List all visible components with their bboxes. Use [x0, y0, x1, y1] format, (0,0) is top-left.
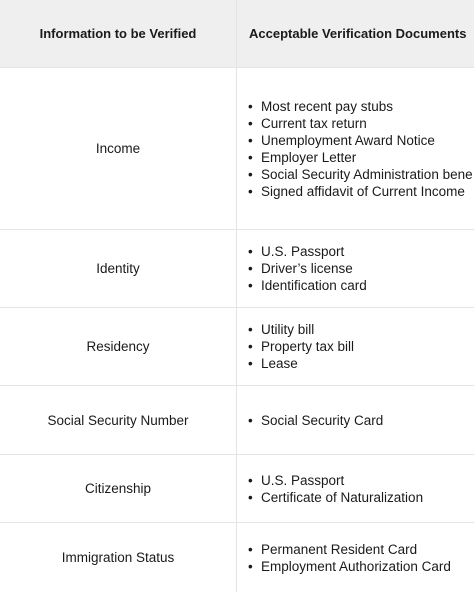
list-item: • Signed affidavit of Current Income — [248, 183, 473, 200]
list-item: • Employment Authorization Card — [248, 558, 451, 575]
list-item: • Current tax return — [248, 115, 473, 132]
header-col2-text: Acceptable Verification Documents — [249, 26, 467, 41]
document-list — [248, 472, 423, 506]
row-label-immigration-status — [0, 523, 237, 592]
document-list — [248, 321, 354, 372]
row-documents-residency — [237, 308, 474, 386]
row-label-text: Income — [95, 141, 141, 156]
document-list — [248, 98, 473, 200]
list-item: • Unemployment Award Notice — [248, 132, 473, 149]
document-list — [248, 412, 383, 429]
header-col1-text: Information to be Verified — [39, 26, 197, 41]
row-label-citizenship — [0, 455, 237, 523]
list-item: • Lease — [248, 355, 354, 372]
list-item: • Most recent pay stubs — [248, 98, 473, 115]
list-item: • U.S. Passport — [248, 243, 367, 260]
row-label-residency — [0, 308, 237, 386]
list-item: • Social Security Administration bene — [248, 166, 473, 183]
list-item: • Certificate of Naturalization — [248, 489, 423, 506]
header-acceptable-documents — [237, 0, 474, 68]
row-documents-immigration-status — [237, 523, 474, 592]
row-label-text: Social Security Number — [47, 412, 189, 428]
list-item: • Property tax bill — [248, 338, 354, 355]
document-list — [248, 541, 451, 575]
list-item: • U.S. Passport — [248, 472, 423, 489]
list-item: • Social Security Card — [248, 412, 383, 429]
row-label-identity — [0, 230, 237, 308]
row-label-text: Citizenship — [84, 481, 152, 496]
list-item: • Utility bill — [248, 321, 354, 338]
document-list — [248, 243, 367, 294]
row-label-text: Immigration Status — [61, 550, 175, 565]
row-label-social-security-number — [0, 386, 237, 455]
row-documents-identity — [237, 230, 474, 308]
list-item: • Permanent Resident Card — [248, 541, 451, 558]
row-label-income — [0, 68, 237, 230]
list-item: • Employer Letter — [248, 149, 473, 166]
header-information-to-be-verified — [0, 0, 237, 68]
row-label-text: Identity — [96, 261, 140, 276]
row-documents-citizenship — [237, 455, 474, 523]
list-item: • Identification card — [248, 277, 367, 294]
list-item: • Driver’s license — [248, 260, 367, 277]
row-documents-income — [237, 68, 474, 230]
row-label-text: Residency — [86, 339, 150, 354]
row-documents-social-security-number — [237, 386, 474, 455]
